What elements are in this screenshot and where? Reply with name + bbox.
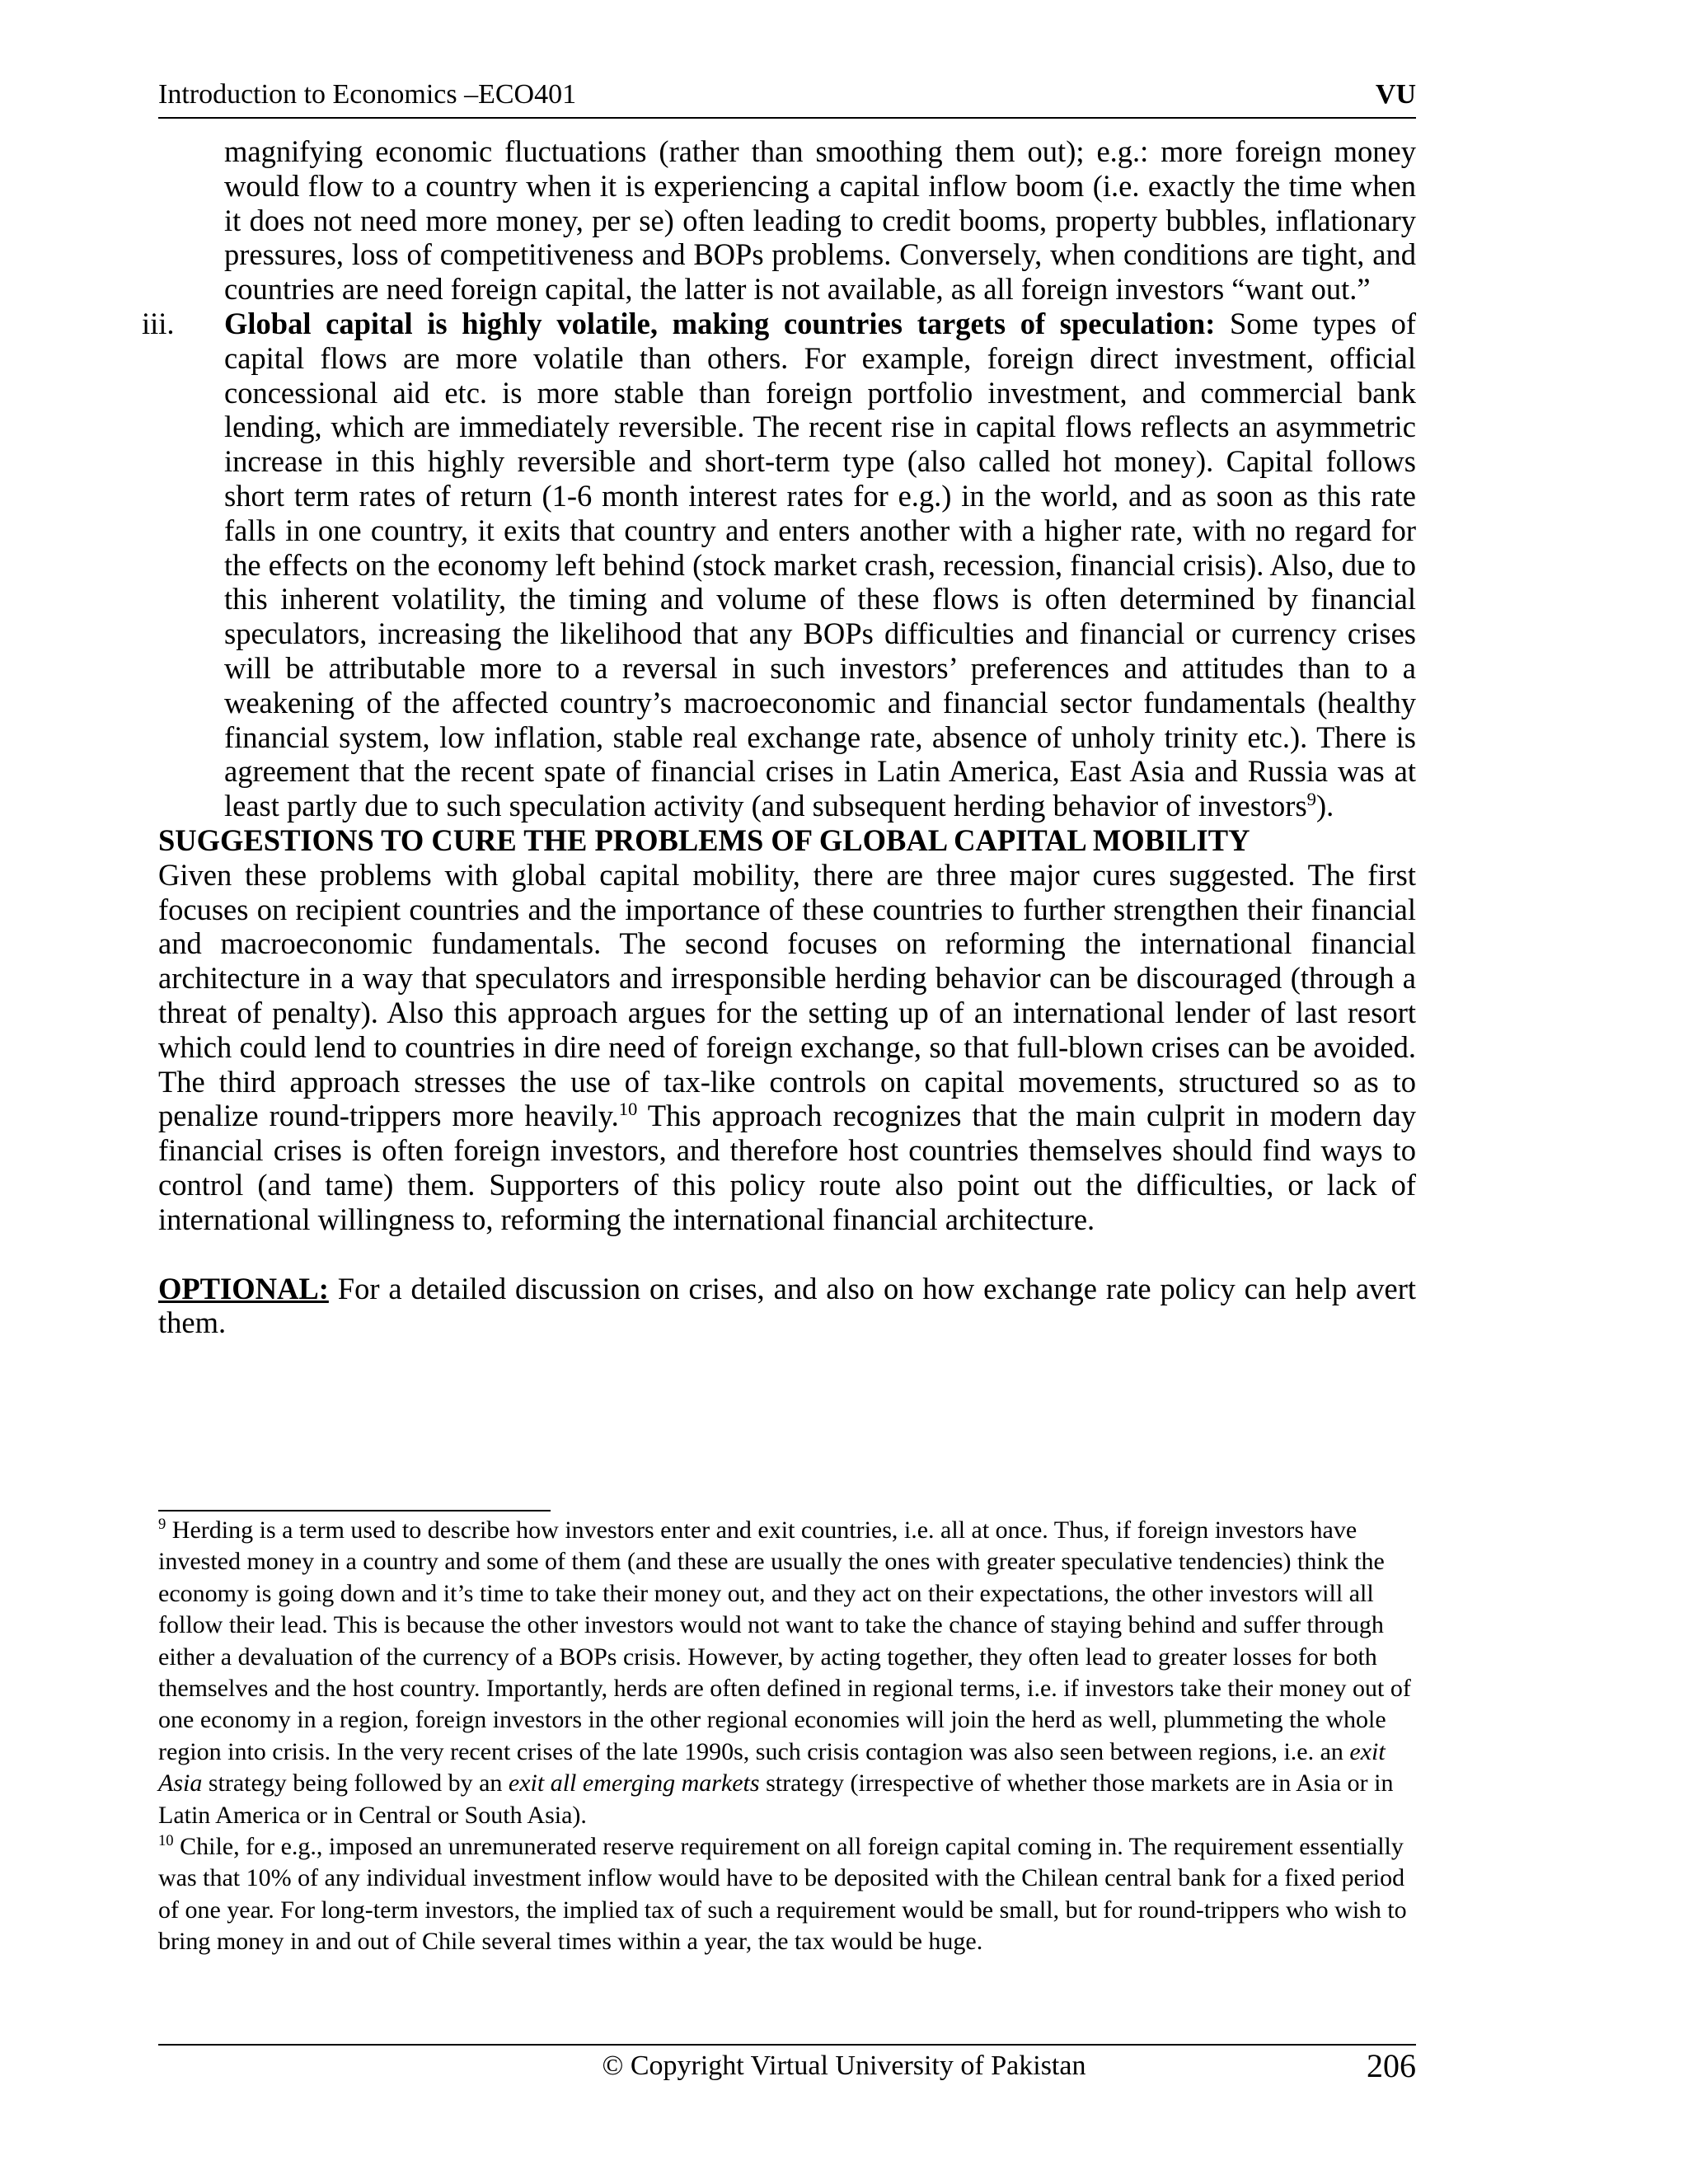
footer-rule [158, 2044, 1416, 2046]
footer-copyright: © Copyright Virtual University of Pakistan [602, 2050, 1086, 2081]
header-rule [158, 117, 1416, 119]
page-number: 206 [1367, 2047, 1416, 2084]
section-heading: SUGGESTIONS TO CURE THE PROBLEMS OF GLOBAL CAPITAL MOBILITY [158, 823, 1250, 857]
item-bold-lead: Global capital is highly volatile, making countries targets of speculation: [224, 306, 1216, 340]
footnote-ref-10: 10 [618, 1099, 638, 1120]
optional-text: For a detailed discussion on crises, and also on how exchange rate policy can help avert them. [158, 1271, 1416, 1340]
item-text-end: ). [1315, 789, 1334, 823]
footnote-9 [158, 1515, 1416, 1831]
section-paragraph-text: Given these problems with global capital mobility, there are three major cures suggested. The first focuses on recipient countries and the importance of these countries to further strengthen their financial and macroeconomic fundamentals. The second focuses on reforming the international financial architecture in a way that speculators and irresponsible herding behavior can be discouraged (through a threat of penalty). Also this approach argues for the setting up of an international lender of last resort which could lend to countries in dire need of foreign exchange, so that full-blown crises can be avoided. The third approach stresses the use of tax-like controls on capital movements, structured so as to penalize round-trippers more heavily. [158, 857, 1416, 1133]
item-text: Some types of capital flows are more volatile than others. For example, foreign direct investment, official concessional aid etc. is more stable than foreign portfolio investment, and commercial bank lending, which are immediately reversible. The recent rise in capital flows reflects an asymmetric increase in this highly reversible and short-term type (also called hot money). Capital follows short term rates of return (1-6 month interest rates for e.g.) in the world, and as soon as this rate falls in one country, it exits that country and enters another with a higher rate, with no regard for the effects on the economy left behind (stock market crash, recession, financial crisis). Also, due to this inherent volatility, the timing and volume of these flows is often determined by financial speculators, increasing the likelihood that any BOPs difficulties and financial or currency crises will be attributable more to a reversal in such investors’ preferences and attitudes than to a weakening of the affected country’s macroeconomic and financial sector fundamentals (healthy financial system, low inflation, stable real exchange rate, absence of unholy trinity etc.). There is agreement that the recent spate of financial crises in Latin America, East Asia and Russia was at least partly due to such speculation activity (and subsequent herding behavior of investors [224, 306, 1416, 823]
footnote-9-text-2: strategy being followed by an [202, 1769, 509, 1797]
section-paragraph [158, 858, 1416, 1237]
header-course-title: Introduction to Economics –ECO401 [158, 79, 577, 110]
footnote-10 [158, 1831, 1416, 1958]
body-text [142, 134, 1416, 1340]
footnote-separator [158, 1510, 551, 1511]
section-paragraph-text-end: This approach recognizes that the main culprit in modern day financial crises is often foreign investors, and therefore host countries themselves should find ways to control (and tame) them. Supporters of this policy route also point out the difficulties, or lack of international willingness to, reforming the international financial architecture. [158, 1099, 1416, 1236]
optional-label: OPTIONAL: [158, 1271, 329, 1305]
optional-paragraph [158, 1272, 1416, 1341]
footnote-9-text-3: strategy (irrespective of whether those markets are in Asia or in Latin America or in Central or South Asia). [158, 1769, 1394, 1829]
continued-paragraph: magnifying economic fluctuations (rather than smoothing them out); e.g.: more foreign money would flow to a country when it is experiencing a capital inflow boom (i.e. exactly the time when it does not need more money, per se) often leading to credit booms, property bubbles, inflationary pressures, loss of competitiveness and BOPs problems. Conversely, when conditions are tight, and countries are need foreign capital, the latter is not available, as all foreign investors “want out.” [224, 134, 1416, 307]
footnote-9-text: Herding is a term used to describe how investors enter and exit countries, i.e. all at once. Thus, if foreign investors have invested money in a country and some of them (and these are usually the ones with greater speculative tendencies) think the economy is going down and it’s time to take their money out, and they act on their expectations, the other investors will all follow their lead. This is because the other investors would not want to take the chance of staying behind and suffer through either a devaluation of the currency of a BOPs crisis. However, by acting together, they often lead to greater losses for both themselves and the host country. Importantly, herds are often defined in regional terms, i.e. if investors take their money out of one economy in a region, foreign investors in the other regional economies will join the herd as well, plummeting the whole region into crisis. In the very recent crises of the late 1990s, such crisis contagion was also seen between regions, i.e. an [158, 1516, 1411, 1765]
footnote-ref-9: 9 [1306, 788, 1316, 809]
footnotes [158, 1515, 1416, 1958]
list-item-iii [142, 306, 1416, 823]
footnote-10-text: Chile, for e.g., imposed an unremunerated reserve requirement on all foreign capital coming in. The requirement essentially was that 10% of any individual investment inflow would have to be deposited with the Chilean central bank for a fixed period of one year. For long-term investors, the implied tax of such a requirement would be small, but for round-trippers who wish to bring money in and out of Chile several times within a year, the tax would be huge. [158, 1833, 1407, 1956]
list-marker: iii. [142, 306, 175, 340]
footnote-number-10: 10 [158, 1832, 174, 1850]
footnote-number-9: 9 [158, 1516, 166, 1533]
footnote-9-italic-1: exit Asia [158, 1737, 1386, 1797]
footnote-9-italic-2: exit all emerging markets [508, 1769, 760, 1797]
header-brand: VU [1375, 79, 1416, 110]
